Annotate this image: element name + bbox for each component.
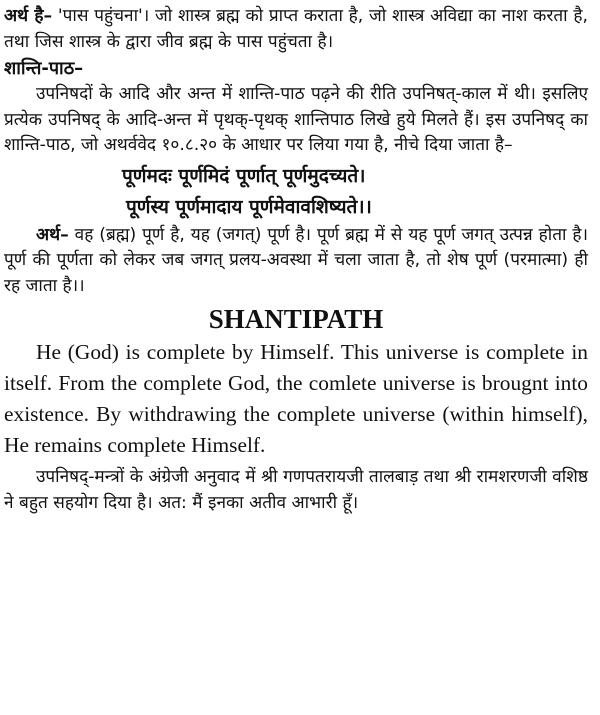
english-translation-paragraph: He (God) is complete by Himself. This universe is complete in itself. From the complete God, the comlete universe is brougnt into existence. By withdrawing the complete universe (within himself), He remains complete Himself. — [4, 340, 588, 457]
artha-lead: अर्थ– — [36, 224, 69, 245]
shantipath-heading-hindi: शान्ति-पाठ– — [4, 58, 84, 79]
mantra-block — [4, 161, 588, 223]
meaning-lead: अर्थ है– — [4, 6, 53, 26]
artha-text: वह (ब्रह्म) पूर्ण है, यह (जगत्) पूर्ण है। पूर्ण ब्रह्म में से यह पूर्ण जगत् उत्पन्न होता है। पूर्ण की पूर्णता को लेकर जब जगत् प्रलय-अवस्था में चला जाता है, तो शेष पूर्ण (परमात्मा) ही रह जाता है।। — [4, 224, 588, 296]
meaning-paragraph — [4, 4, 588, 55]
acknowledgement-paragraph: उपनिषद्-मन्त्रों के अंग्रेजी अनुवाद में श्री गणपतरायजी तालबाड़ तथा श्री रामशरणजी वशिष्ठ ने बहुत सहयोग दिया है। अत: मैं इनका अतीव आभारी हूँ। — [4, 467, 588, 513]
meaning-text: 'पास पहुंचना'। जो शास्त्र ब्रह्म को प्राप्त कराता है, जो शास्त्र अविद्या का नाश करता है, तथा जिस शास्त्र के द्वारा जीव ब्रह्म के पास पहुंचता है। — [4, 6, 588, 52]
shantipath-heading-english: SHANTIPATH — [208, 304, 384, 334]
mantra-line-1: पूर्णमदः पूर्णमिदं पूर्णात् पूर्णमुदच्यते। — [122, 164, 366, 187]
mantra-line-2: पूर्णस्य पूर्णमादाय पूर्णमेवावशिष्यते।। — [126, 195, 372, 218]
shantipath-paragraph: उपनिषदों के आदि और अन्त में शान्ति-पाठ पढ़ने की रीति उपनिषत्-काल में थी। इसलिए प्रत्येक उपनिषद् के आदि-अन्त में पृथक्-पृथक् शान्तिपाठ लिखे हुये मिलते हैं। इस उपनिषद् का शान्ति-पाठ, जो अथर्ववेद १०.८.२० के आधार पर लिया गया है, नीचे दिया जाता है– — [4, 84, 588, 155]
artha-paragraph — [4, 223, 588, 300]
